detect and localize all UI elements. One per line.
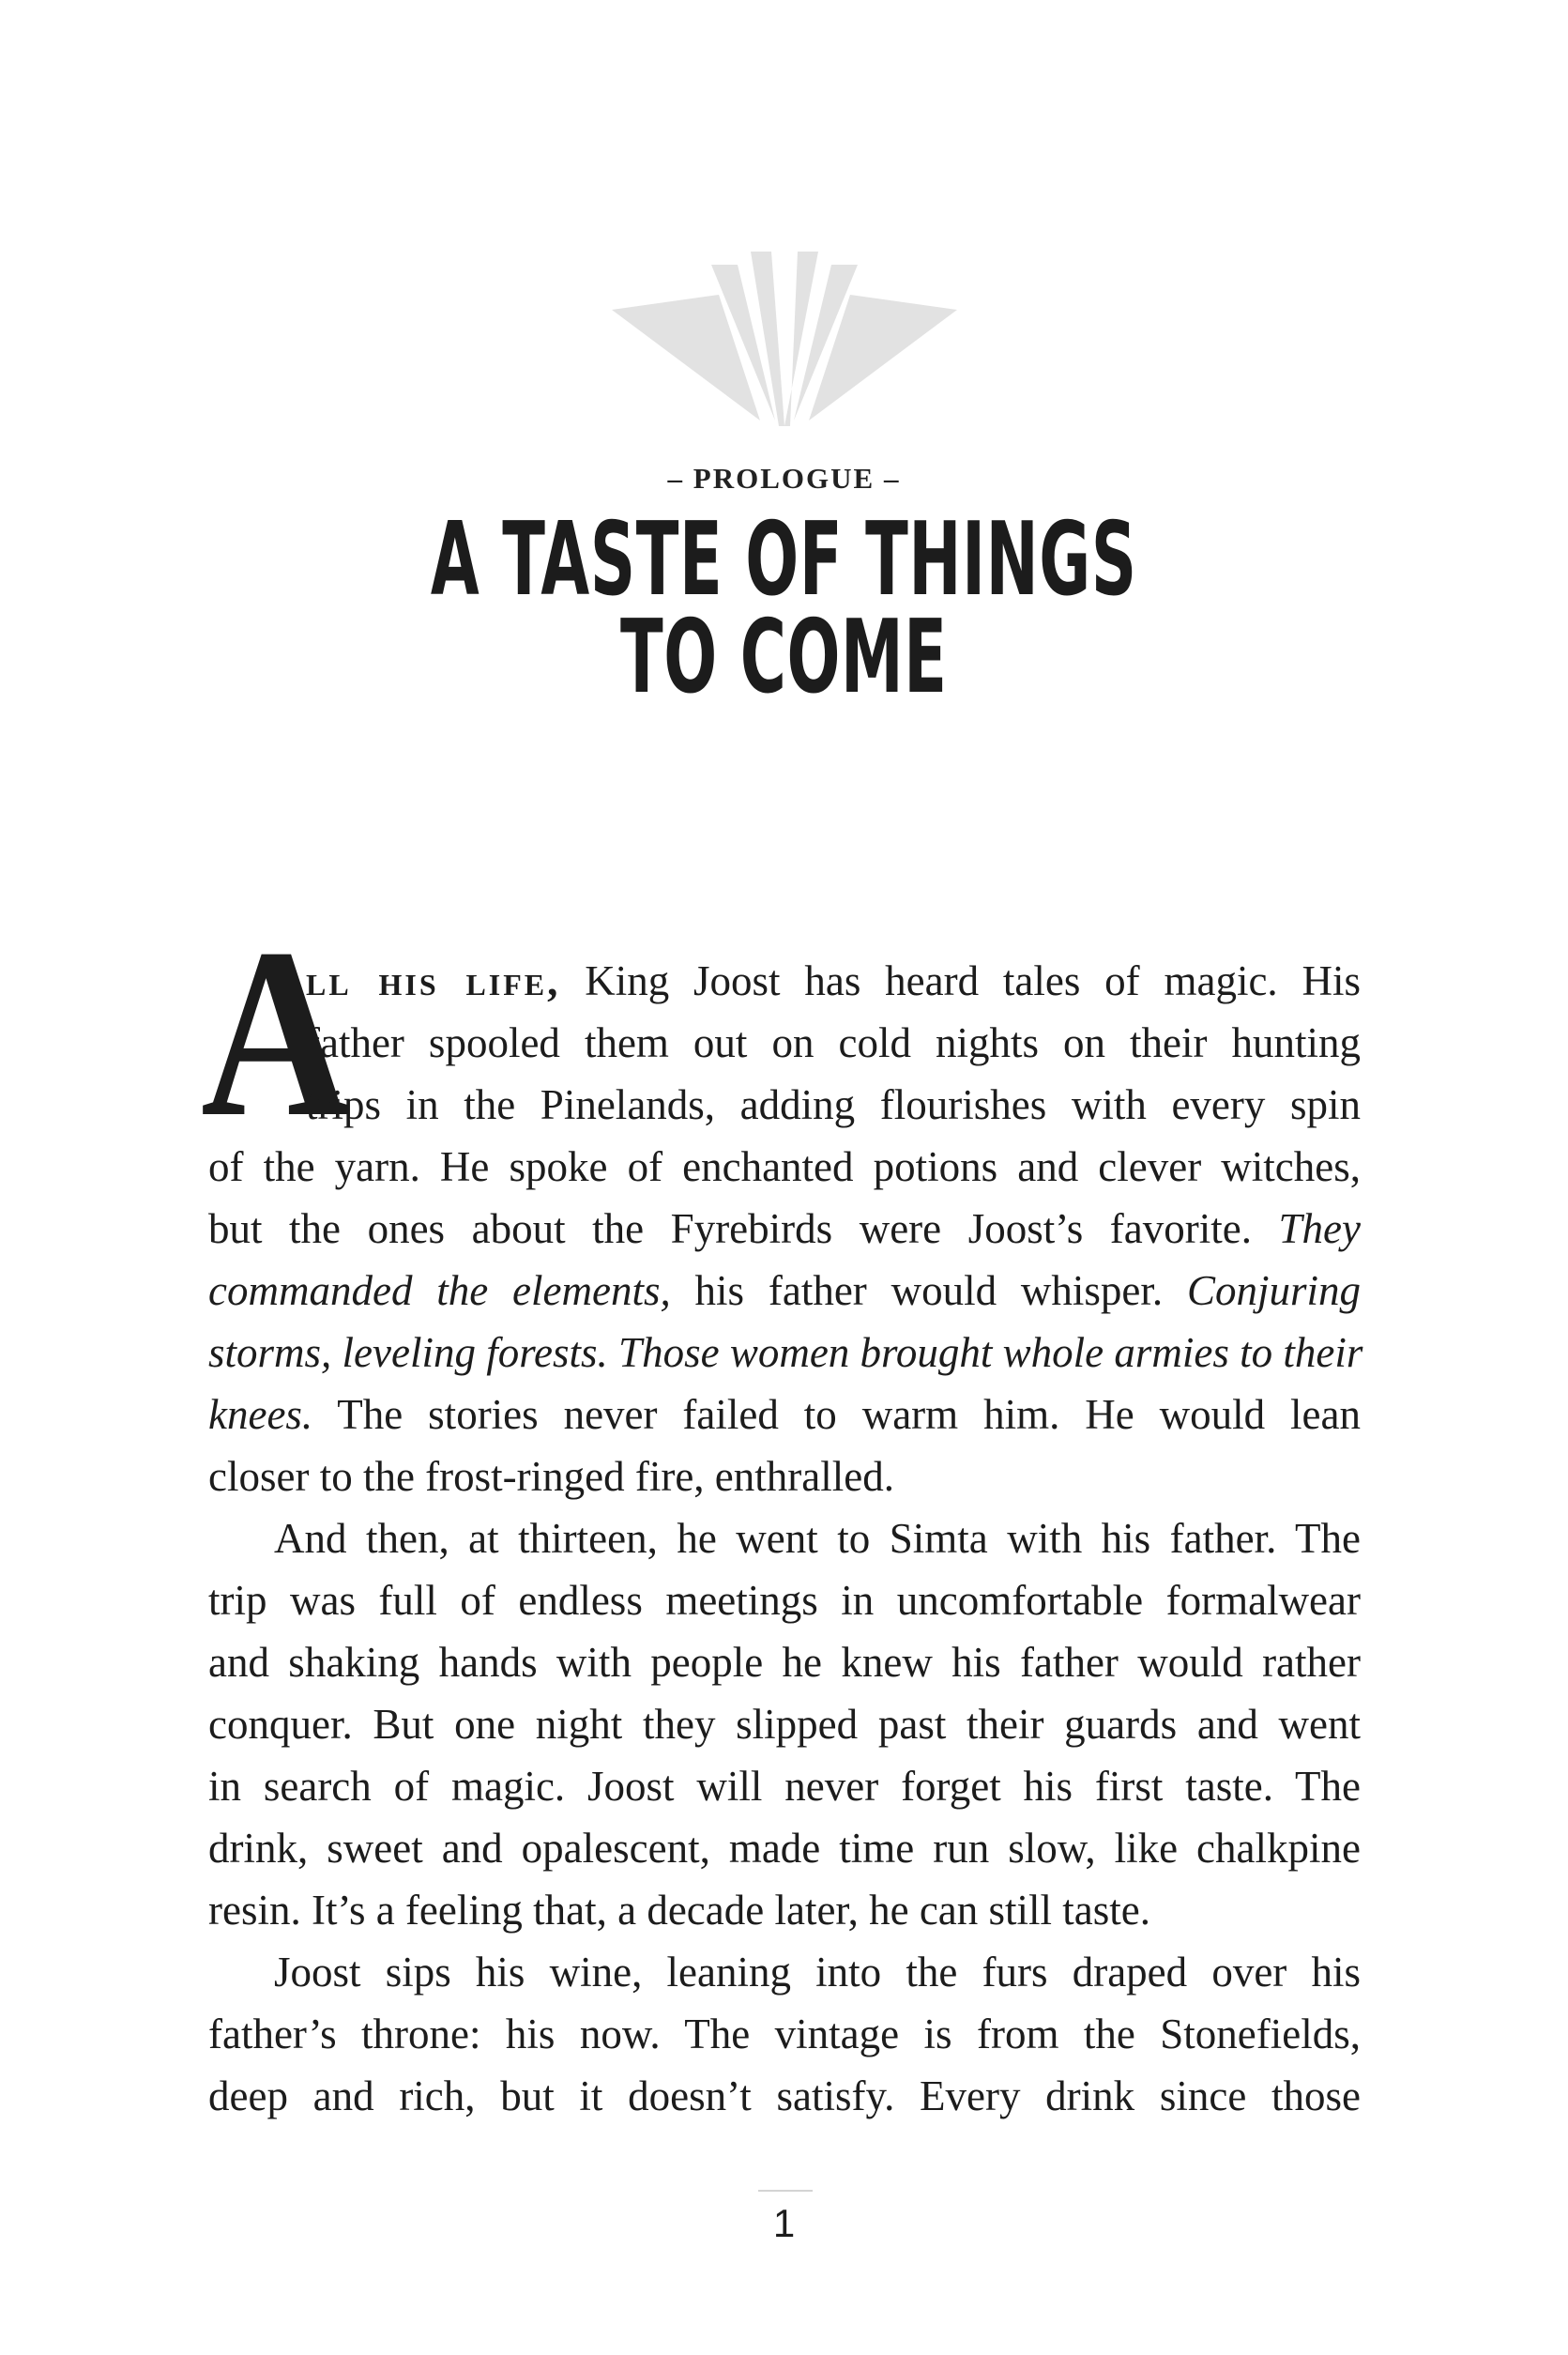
- sunburst-ornament-icon: [610, 246, 959, 434]
- paragraph-3-line-1: Joost sips his wine, leaning into the furs draped over his: [274, 1949, 1361, 1996]
- chapter-title-line-1: A TASTE OF THINGS: [430, 501, 1137, 619]
- drop-cap-letter: A: [201, 898, 352, 1167]
- italic-text: commanded the elements,: [208, 1267, 671, 1314]
- paragraph-2-line-7: resin. It’s a feeling that, a decade later, he can still taste.: [208, 1887, 1151, 1934]
- paragraph-2-line-1: And then, at thirteen, he went to Simta with his father. The: [274, 1515, 1361, 1562]
- paragraph-2-line-3: and shaking hands with people he knew his father would rather: [208, 1639, 1361, 1686]
- paragraph-2-line-5: in search of magic. Joost will never forget his first taste. The: [208, 1763, 1361, 1810]
- italic-text: Conjuring: [1186, 1267, 1362, 1314]
- paragraph-2-line-2: trip was full of endless meetings in uncomfortable formalwear: [208, 1577, 1361, 1624]
- chapter-eyebrow: – PROLOGUE –: [667, 462, 901, 495]
- page-number-rule: [758, 2190, 813, 2192]
- italic-text: knees.: [208, 1391, 313, 1438]
- paragraph-1-line-5: [208, 1198, 1361, 1260]
- italic-text: They: [1278, 1205, 1362, 1252]
- line-text: King Joost has heard tales of magic. His: [585, 957, 1361, 1004]
- page-number: 1: [772, 2201, 796, 2245]
- line-text: The stories never failed to warm him. He would lean: [337, 1391, 1362, 1438]
- paragraph-3-line-3: deep and rich, but it doesn’t satisfy. Every drink since those: [208, 2072, 1361, 2119]
- italic-text: storms, leveling forests. Those women brought whole armies to their: [208, 1329, 1363, 1376]
- paragraph-3-line-2: father’s throne: his now. The vintage is from the Stonefields,: [208, 2011, 1361, 2057]
- paragraph-1-line-9: closer to the frost-ringed fire, enthralled.: [208, 1453, 894, 1500]
- paragraph-1-line-6: [208, 1260, 1361, 1322]
- paragraph-1-line-3: trips in the Pinelands, adding flourishes with every spin: [306, 1081, 1361, 1128]
- lead-in-small-caps: ll his life,: [306, 957, 561, 1004]
- paragraph-1-line-7: [208, 1322, 1361, 1384]
- paragraph-2-line-4: conquer. But one night they slipped past their guards and went: [208, 1701, 1361, 1748]
- paragraph-2-line-6: drink, sweet and opalescent, made time run slow, like chalkpine: [208, 1825, 1361, 1872]
- paragraph-1-line-8: [208, 1384, 1361, 1445]
- chapter-title-line-2: TO COME: [619, 599, 948, 716]
- paragraph-1-line-2: father spooled them out on cold nights on their hunting: [306, 1019, 1361, 1066]
- line-text: but the ones about the Fyrebirds were Joost’s favorite.: [208, 1205, 1252, 1252]
- chapter-title: [297, 501, 1270, 716]
- paragraph-1-line-4: of the yarn. He spoke of enchanted potions and clever witches,: [208, 1143, 1361, 1190]
- line-text: his father would whisper.: [694, 1267, 1164, 1314]
- paragraph-1-line-1: [306, 950, 1361, 1012]
